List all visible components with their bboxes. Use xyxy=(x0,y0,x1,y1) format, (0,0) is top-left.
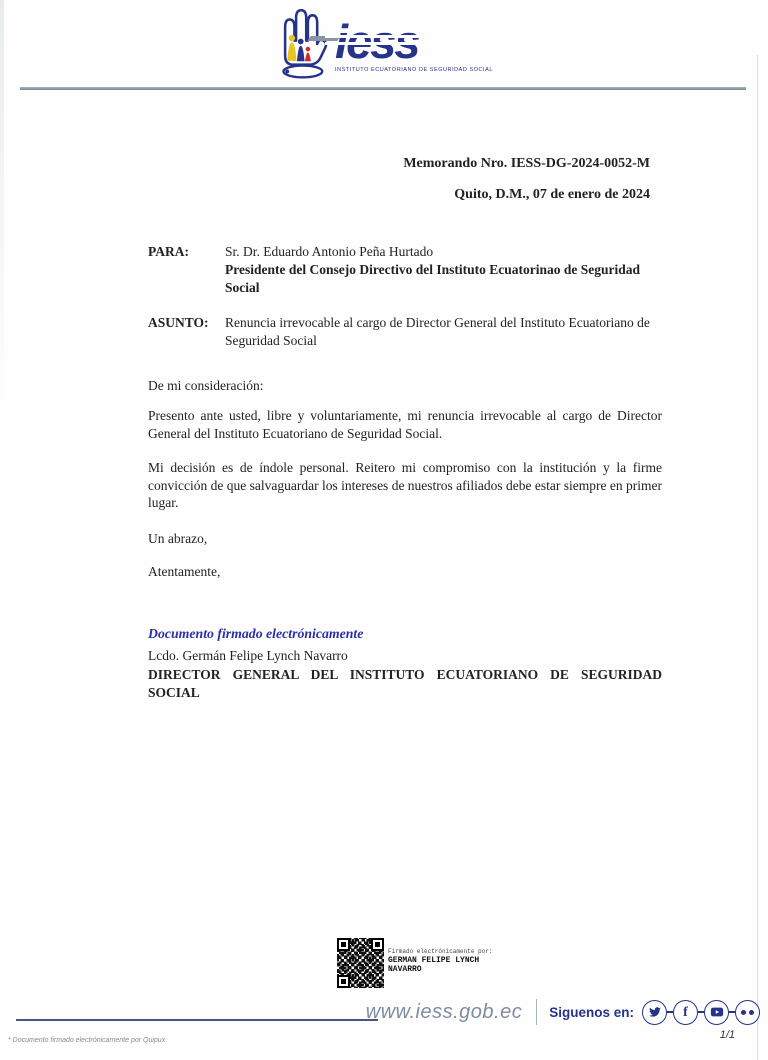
twitter-icon[interactable] xyxy=(642,1000,667,1025)
iess-wordmark xyxy=(335,20,493,73)
wordmark-stripe xyxy=(325,35,497,38)
body-paragraph-1: Presento ante usted, libre y voluntariamente, mi renuncia irrevocable al cargo de Director General del Instituto Ecuatoriano de Seguridad Social. xyxy=(148,408,662,441)
asunto-content: Renuncia irrevocable al cargo de Director General del Instituto Ecuatoriano de Seguridad Social xyxy=(225,315,650,348)
scan-edge-right xyxy=(757,55,758,1060)
iess-logo xyxy=(0,4,768,86)
recipient-block xyxy=(148,243,664,350)
stamp-caption: Firmado electrónicamente por: xyxy=(388,948,493,955)
youtube-icon[interactable] xyxy=(704,1000,729,1025)
page-indicator: 1/1 xyxy=(719,1029,735,1041)
website-link[interactable]: www.iess.gob.ec xyxy=(365,1000,523,1023)
qr-finder-pattern xyxy=(371,938,384,951)
memo-place-date: Quito, D.M., 07 de enero de 2024 xyxy=(454,187,650,202)
recipient-name: Sr. Dr. Eduardo Antonio Peña Hurtado xyxy=(225,244,434,259)
hand-family-icon xyxy=(275,4,329,84)
stamp-name-line2: NAVARRO xyxy=(388,965,422,974)
salutation: De mi consideración: xyxy=(148,378,264,393)
memo-head xyxy=(148,156,650,203)
para-content xyxy=(225,243,664,297)
qr-finder-pattern xyxy=(337,938,350,951)
header-divider xyxy=(20,87,746,90)
recipient-title: Presidente del Consejo Directivo del Instituto Ecuatorinao de Seguridad Social xyxy=(225,262,640,295)
wordmark-stripe xyxy=(325,42,497,45)
asunto-label: ASUNTO: xyxy=(148,315,209,330)
stamp-text xyxy=(388,947,492,974)
signer-title-line1: DIRECTOR GENERAL DEL INSTITUTO ECUATORIANO DE SEGURIDAD xyxy=(148,667,662,682)
para-label: PARA: xyxy=(148,244,189,259)
footer-divider xyxy=(536,999,537,1025)
follow-label: Siguenos en: xyxy=(549,1004,634,1020)
memo-number: Memorando Nro. IESS-DG-2024-0052-M xyxy=(403,156,650,171)
signer-name: Lcdo. Germán Felipe Lynch Navarro xyxy=(148,648,348,663)
facebook-icon[interactable]: f xyxy=(673,1000,698,1025)
closing-phrase: Un abrazo, xyxy=(148,531,208,546)
qr-code xyxy=(337,938,384,988)
footer-rule xyxy=(16,1019,378,1021)
signer-title-line2: SOCIAL xyxy=(148,685,200,700)
qr-finder-pattern xyxy=(337,975,350,988)
body-paragraph-2: Mi decisión es de índole personal. Reitero mi compromiso con la institución y la firme convicción de que salvaguardar los intereses de nuestros afiliados debe estar siempre en primer lugar. xyxy=(148,460,662,510)
signer-title xyxy=(148,666,662,702)
quipux-note: * Documento firmado electrónicamente por Quipux xyxy=(8,1037,166,1044)
logo-subtitle: INSTITUTO ECUATORIANO DE SEGURIDAD SOCIAL xyxy=(335,67,493,73)
flickr-icon[interactable] xyxy=(735,1000,760,1025)
stamp-name-line1: GERMAN FELIPE LYNCH xyxy=(388,956,480,965)
closing-salute: Atentamente, xyxy=(148,564,221,579)
footer-links xyxy=(366,999,760,1025)
electronic-signature-note: Documento firmado electrónicamente xyxy=(148,626,364,641)
social-icons xyxy=(642,1000,760,1025)
